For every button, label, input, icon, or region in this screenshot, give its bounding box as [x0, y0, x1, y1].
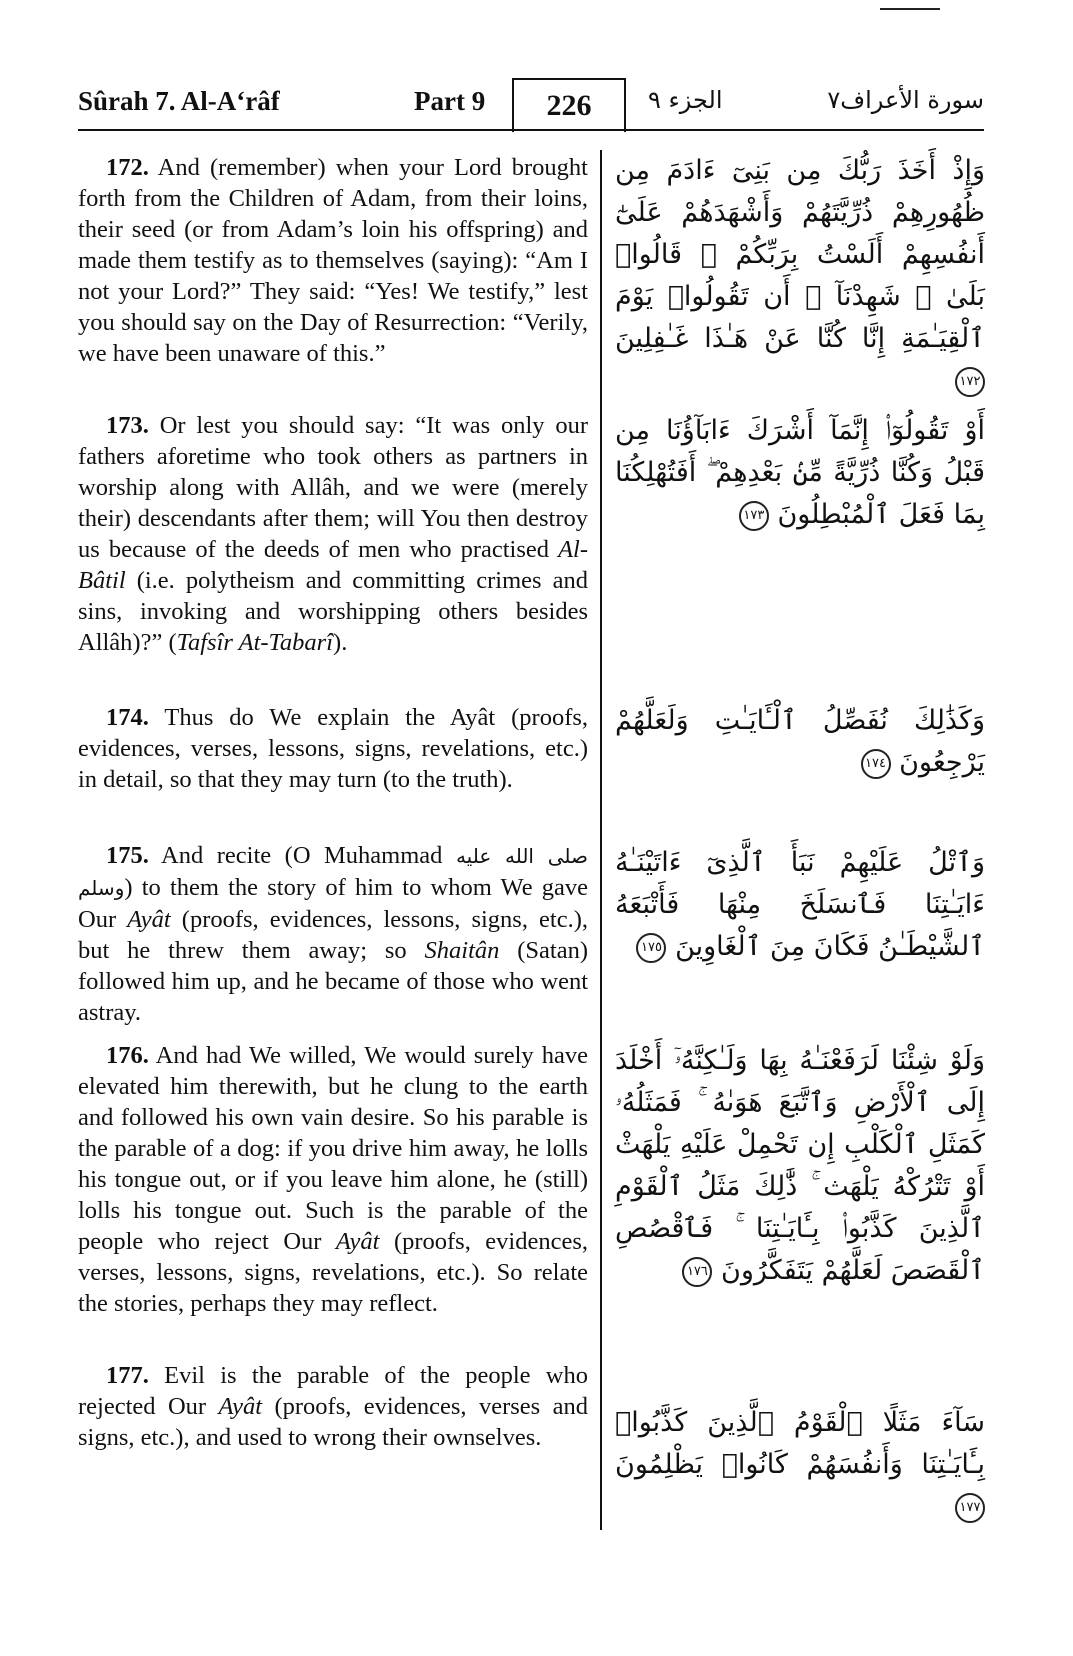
- term-al-batil: Al-Bâtil: [78, 536, 588, 594]
- surah-title-en: Sûrah 7. Al-A‘râf: [78, 86, 280, 116]
- term-shaitan: Shaitân: [424, 937, 500, 964]
- salutation-ar: صلى الله عليه وسلم: [78, 844, 589, 900]
- ayah-marker-icon: ١٧٧: [955, 1493, 985, 1523]
- verse-text: Thus do We explain the Ayât (proofs, evidences, verses, lessons, signs, revelations, etc.) in detail, so that they may turn (to the truth).: [78, 704, 589, 793]
- verse-number: 173.: [106, 412, 149, 439]
- verse-number: 174.: [106, 704, 149, 731]
- ayah-marker-icon: ١٧٣: [739, 501, 769, 531]
- ayah-marker-icon: ١٧٤: [861, 749, 891, 779]
- verse-text: ) to them the story of him to whom We gave Our: [78, 874, 588, 933]
- ayah-marker-icon: ١٧٥: [636, 933, 666, 963]
- tafsir-reference: Tafsîr At-Tabarî: [176, 629, 334, 656]
- verse-text: (Satan) followed him up, and he became of those who went astray.: [78, 937, 588, 1026]
- verse-176-translation: [78, 1040, 588, 1319]
- page-header: [78, 70, 984, 130]
- verse-172-arabic: [615, 150, 985, 402]
- ayah-marker-icon: ١٧٦: [682, 1257, 712, 1287]
- arabic-text: أَوْ تَقُولُوٓا۟ إِنَّمَآ أَشْرَكَ ءَابَآؤُنَا مِن قَبْلُ وَكُنَّا ذُرِّيَّةً مِّنۢ بَعْدِهِمْ ۖ أَفَتُهْلِكُنَا بِمَا فَعَلَ ٱلْمُبْطِلُونَ: [615, 415, 985, 530]
- verse-number: 176.: [106, 1042, 149, 1069]
- verse-number: 175.: [106, 842, 149, 869]
- verse-text: Evil is the parable of the people who rejected Our: [78, 1362, 589, 1420]
- verse-text: (proofs, evidences, verses, lessons, signs, revelations, etc.). So relate the stories, perhaps they may reflect.: [78, 1228, 589, 1317]
- verse-text: ).: [333, 629, 348, 656]
- verse-text: Or lest you should say: “It was only our fathers aforetime who took others as partners in worship along with Allâh, and we were (merely their) descendants after them; will You then destroy us because of the deeds of men who practised: [78, 412, 589, 563]
- column-divider: [600, 150, 602, 1530]
- arabic-text: وَلَوْ شِئْنَا لَرَفَعْنَـٰهُ بِهَا وَلَـٰكِنَّهُۥٓ أَخْلَدَ إِلَى ٱلْأَرْضِ وَٱتَّبَعَ هَوَىٰهُ ۚ فَمَثَلُهُۥ كَمَثَلِ ٱلْكَلْبِ إِن تَحْمِلْ عَلَيْهِ يَلْهَثْ أَوْ تَتْرُكْهُ يَلْهَث ۚ ذَّٰلِكَ مَثَلُ ٱلْقَوْمِ ٱلَّذِينَ كَذَّبُوا۟ بِـَٔايَـٰتِنَا ۚ فَٱقْصُصِ ٱلْقَصَصَ لَعَلَّهُمْ يَتَفَكَّرُونَ: [615, 1045, 985, 1286]
- surah-title-ar: سورة الأعراف٧: [827, 86, 984, 114]
- verse-number: 172.: [106, 154, 149, 181]
- verse-176-arabic: [615, 1040, 985, 1292]
- verse-number: 177.: [106, 1362, 149, 1389]
- term-ayat: Ayât: [127, 906, 171, 933]
- verse-text: (proofs, evidences, verses and signs, etc.), and used to wrong their ownselves.: [78, 1393, 588, 1451]
- verse-174-arabic: [615, 700, 985, 784]
- arabic-text: وَٱتْلُ عَلَيْهِمْ نَبَأَ ٱلَّذِىٓ ءَاتَيْنَـٰهُ ءَايَـٰتِنَا فَٱنسَلَخَ مِنْهَا فَأَتْبَعَهُ ٱلشَّيْطَـٰنُ فَكَانَ مِنَ ٱلْغَاوِينَ: [615, 847, 985, 962]
- part-label: Part 9: [414, 86, 486, 116]
- page-number: 226: [512, 78, 626, 132]
- verse-173-arabic: [615, 410, 985, 536]
- verse-text: (proofs, evidences, lessons, signs, etc.), but he threw them away; so: [78, 906, 588, 964]
- verse-173-translation: [78, 410, 588, 658]
- verse-175-arabic: [615, 842, 985, 968]
- term-ayat: Ayât: [335, 1228, 380, 1255]
- arabic-text: وَإِذْ أَخَذَ رَبُّكَ مِن بَنِىٓ ءَادَمَ مِن ظُهُورِهِمْ ذُرِّيَّتَهُمْ وَأَشْهَدَهُمْ عَلَىٰٓ أَنفُسِهِمْ أَلَسْتُ بِرَبِّكُمْ ۖ قَالُوا۟ بَلَىٰ ۛ شَهِدْنَآ ۛ أَن تَقُولُوا۟ يَوْمَ ٱلْقِيَـٰمَةِ إِنَّا كُنَّا عَنْ هَـٰذَا غَـٰفِلِينَ: [615, 155, 985, 354]
- ayah-marker-icon: ١٧٢: [955, 367, 985, 397]
- verse-text: And recite (O Muhammad: [161, 842, 443, 869]
- term-ayat: Ayât: [218, 1393, 263, 1420]
- verse-text: And had We willed, We would surely have elevated him therewith, but he clung to the earth and followed his own vain desire. So his parable is the parable of a dog: if you drive him away, he lolls his tongue out, or if you leave him alone, he (still) lolls his tongue out. Such is the parable of the people who reject Our: [78, 1042, 588, 1255]
- juz-label-ar: الجزء ٩: [648, 86, 723, 114]
- verse-text: (i.e. polytheism and committing crimes and sins, invoking and worshipping others besides Allâh)?” (: [78, 567, 588, 656]
- arabic-text: سَآءَ مَثَلًا ٱلْقَوْمُ ٱلَّذِينَ كَذَّبُوا۟ بِـَٔايَـٰتِنَا وَأَنفُسَهُمْ كَانُوا۟ يَظْلِمُونَ: [615, 1407, 985, 1480]
- verse-text: And (remember) when your Lord brought forth from the Children of Adam, from their loins, their seed (or from Adam’s loin his offspring) and made them testify as to themselves (saying): “Am I not your Lord?” They said: “Yes! We testify,” lest you should say on the Day of Resurrection: “Verily, we have been unaware of this.”: [78, 154, 588, 367]
- verse-174-translation: [78, 702, 588, 795]
- verse-175-translation: [78, 840, 588, 1028]
- verse-177-arabic: [615, 1402, 985, 1528]
- verse-177-translation: [78, 1360, 588, 1453]
- header-rule: [78, 129, 984, 131]
- top-rule-mark: [880, 8, 940, 10]
- arabic-text: وَكَذَٰلِكَ نُفَصِّلُ ٱلْـَٔايَـٰتِ وَلَعَلَّهُمْ يَرْجِعُونَ: [615, 705, 985, 778]
- verse-172-translation: [78, 152, 588, 369]
